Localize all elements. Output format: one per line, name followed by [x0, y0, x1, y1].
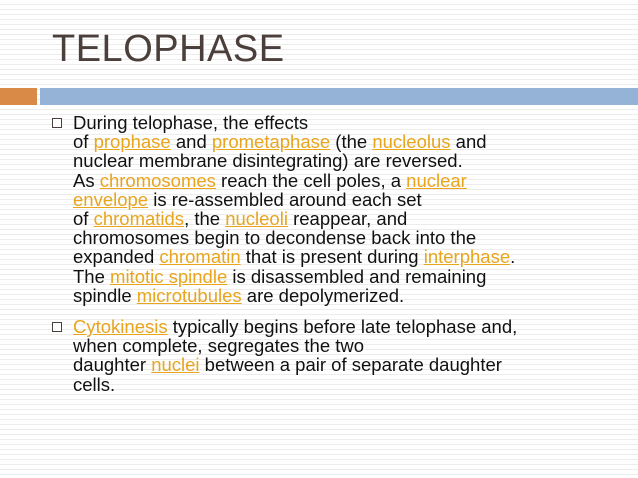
square-bullet-icon — [52, 118, 62, 128]
text-run: As — [73, 169, 100, 191]
term-link[interactable]: interphase — [423, 246, 511, 268]
term-link[interactable]: prophase — [93, 131, 171, 153]
text-line — [73, 286, 622, 305]
term-link[interactable]: prometaphase — [211, 131, 331, 153]
term-link[interactable]: mitotic spindle — [110, 265, 228, 287]
text-line — [73, 151, 622, 170]
text-run: nuclear membrane disintegrating) are reversed. — [73, 150, 463, 172]
accent-bar-blue — [40, 88, 638, 105]
square-bullet-icon — [52, 322, 62, 332]
text-line — [73, 190, 622, 209]
text-line — [73, 132, 622, 151]
text-run: During telophase, the effects — [73, 112, 309, 133]
text-run: (the — [330, 131, 373, 153]
bullet-paragraph — [52, 317, 622, 394]
text-run: . — [510, 246, 516, 268]
text-run: spindle — [73, 284, 137, 306]
text-run: of — [73, 208, 94, 230]
text-run: expanded — [73, 246, 160, 268]
text-run: when complete, segregates the two — [73, 335, 365, 357]
term-link[interactable]: chromatids — [93, 208, 185, 230]
term-link[interactable]: nucleolus — [372, 131, 451, 153]
text-run: The — [73, 265, 111, 287]
accent-bar-orange — [0, 88, 37, 105]
text-run: that is present during — [240, 246, 424, 268]
text-run: of — [73, 131, 94, 153]
text-run: is re-assembled around each set — [148, 188, 422, 210]
text-run: , the — [184, 208, 226, 230]
text-line — [73, 355, 622, 374]
term-link[interactable]: chromosomes — [99, 169, 216, 191]
text-run: and — [170, 131, 212, 153]
text-run: are depolymerized. — [241, 284, 405, 306]
slide-title: TELOPHASE — [52, 28, 285, 70]
text-run: chromosomes begin to decondense back into the — [73, 227, 477, 249]
text-line — [73, 267, 622, 286]
term-link[interactable]: microtubules — [136, 284, 242, 306]
text-run: is disassembled and remaining — [227, 265, 487, 287]
text-run: cells. — [73, 373, 116, 395]
text-line — [73, 228, 622, 247]
text-run: between a pair of separate daughter — [199, 354, 502, 376]
text-run: and — [450, 131, 487, 153]
text-line — [73, 209, 622, 228]
text-run: reach the cell poles, a — [215, 169, 407, 191]
text-line — [73, 375, 622, 394]
text-line — [73, 171, 622, 190]
term-link[interactable]: nuclei — [151, 354, 200, 376]
text-line — [73, 247, 622, 266]
text-line — [73, 113, 622, 132]
term-link[interactable]: chromatin — [159, 246, 241, 268]
slide-body — [52, 113, 622, 406]
text-run: typically begins before late telophase and, — [167, 316, 518, 338]
term-link[interactable]: nucleoli — [225, 208, 288, 230]
text-line — [73, 317, 622, 336]
text-run: daughter — [73, 354, 152, 376]
term-link[interactable]: nuclear — [406, 169, 467, 191]
text-run: reappear, and — [287, 208, 408, 230]
term-link[interactable]: Cytokinesis — [73, 316, 168, 338]
bullet-paragraph — [52, 113, 622, 305]
term-link[interactable]: envelope — [73, 188, 149, 210]
text-line — [73, 336, 622, 355]
